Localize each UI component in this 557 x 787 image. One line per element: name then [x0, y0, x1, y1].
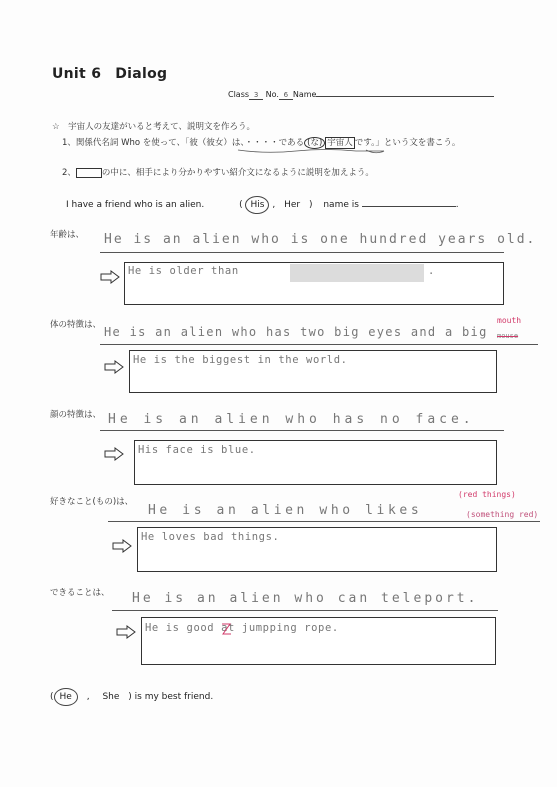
arrow-right-icon: [104, 360, 124, 374]
section-2-writing-line: [100, 344, 538, 345]
example-period: .: [455, 200, 459, 210]
section-label-face: 顔の特徴は、: [50, 410, 102, 420]
section-5-handwriting: He is an alien who can teleport.: [132, 591, 479, 606]
arrow-right-icon: [104, 447, 124, 461]
section-5-writing-line: [112, 610, 498, 611]
section-4-something-red: (something red): [466, 510, 539, 519]
section-label-age: 年齢は、: [50, 230, 85, 240]
step2-text-a: 2、: [62, 168, 76, 178]
section-1-handwriting: He is an alien who is one hundred years old.: [104, 232, 537, 247]
no-label: No.: [265, 90, 279, 99]
section-1-box-period: .: [428, 265, 435, 277]
step1-boxed: 宇宙人: [327, 138, 353, 148]
section-1-writing-line: [100, 252, 504, 253]
section-2-handwriting: He is an alien who has two big eyes and a big: [104, 325, 488, 339]
example-open-paren: (: [239, 200, 243, 210]
step1-text-b: です。」という文を書こう。: [354, 138, 461, 148]
section-4-handwriting: He is an alien who likes: [148, 503, 423, 518]
example-her: Her: [284, 200, 301, 210]
step1-circled: (な): [304, 137, 325, 149]
step2-instruction: [62, 166, 374, 178]
section-3-writing-line: [100, 430, 504, 431]
section-label-abilities: できることは、: [50, 588, 110, 598]
step1-instruction: [62, 136, 460, 148]
step2-empty-box: [76, 168, 102, 178]
example-name-is: name is: [323, 200, 359, 210]
intro-instruction: ☆ 宇宙人の友達がいると考えて、説明文を作ろう。: [52, 122, 255, 132]
class-value[interactable]: 3: [249, 91, 263, 100]
section-2-box-text: He is the biggest in the world.: [133, 354, 348, 366]
section-3-handwriting: He is an alien who has no face.: [108, 412, 475, 427]
closing-sentence: [50, 688, 213, 706]
closing-rest: ) is my best friend.: [128, 692, 214, 702]
arrow-right-icon: [116, 625, 136, 639]
name-field[interactable]: [316, 96, 494, 97]
section-label-likes: 好きなこと(もの)は、: [50, 497, 134, 507]
worksheet-title: [52, 66, 167, 82]
example-comma: ,: [272, 200, 276, 210]
closing-he-circled: He: [54, 688, 78, 706]
teacher-correction-red-things: (red things): [458, 490, 516, 499]
example-sentence: [66, 196, 459, 214]
student-info: [228, 90, 494, 100]
name-label: Name: [292, 90, 317, 99]
example-name-blank[interactable]: [362, 206, 456, 207]
section-4-box-text: He loves bad things.: [141, 531, 280, 543]
topic-label: Dialog: [115, 66, 168, 82]
closing-she: She: [102, 692, 120, 702]
arrow-right-icon: [112, 539, 132, 553]
section-5-box-text: He is good at jumpping rope.: [145, 622, 339, 634]
teacher-correction-mouth: mouth: [497, 316, 522, 325]
example-close-paren: ): [308, 200, 313, 210]
arrow-right-icon: [100, 270, 120, 284]
section-2-struck-word: mouse: [497, 332, 519, 340]
section-label-body: 体の特徴は、: [50, 320, 102, 330]
red-correction-mark: [220, 621, 232, 637]
closing-open-paren: (: [50, 692, 54, 702]
section-4-writing-line: [108, 521, 540, 522]
example-text: I have a friend who is an alien.: [66, 200, 205, 210]
no-value[interactable]: 6: [279, 91, 293, 100]
section-3-box-text: His face is blue.: [138, 444, 256, 456]
section-1-box-text: He is older than: [128, 265, 239, 277]
class-label: Class: [228, 90, 250, 99]
unit-label: Unit 6: [52, 66, 102, 82]
step1-text-a: 1、関係代名詞 Who を使って、「彼（彼女）は、・・・・である: [62, 138, 305, 148]
closing-comma: ,: [86, 692, 90, 702]
step2-text-b: の中に、相手により分かりやすい紹介文になるように説明を加えよう。: [101, 168, 374, 178]
step1-underline-wave: [236, 148, 386, 156]
redaction-block: [290, 264, 424, 282]
example-his-circled: His: [245, 196, 269, 214]
